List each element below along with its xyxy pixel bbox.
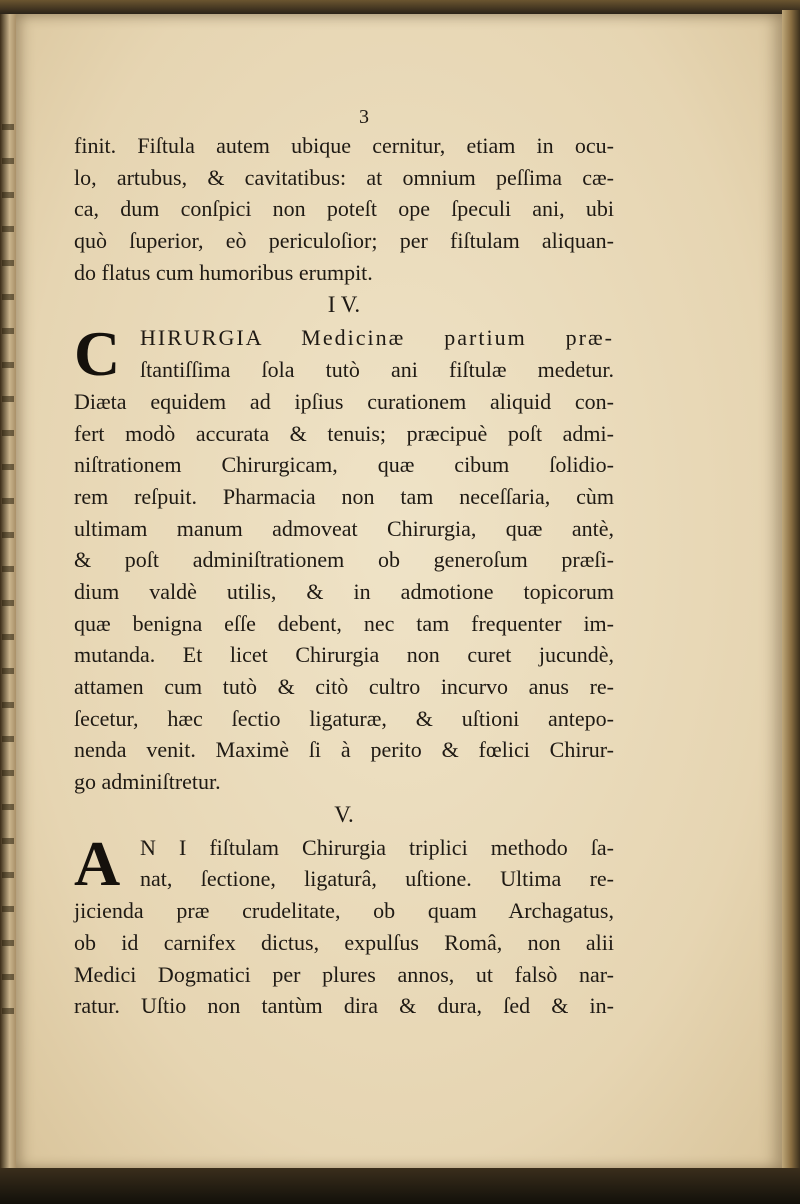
text-line: ſecetur, hæc ſectio ligaturæ, & uſtioni antepo- <box>74 705 614 731</box>
text-line: dium valdè utilis, & in admotione topicorum <box>74 578 614 604</box>
text-line: nat, ſectione, ligaturâ, uſtione. Ultima re- <box>140 866 614 892</box>
text-line: fert modò accurata & tenuis; præcipuè poſt admi- <box>74 420 614 446</box>
text-line: Medici Dogmatici per plures annos, ut falsò nar- <box>74 961 614 987</box>
book-binding-top <box>0 0 800 14</box>
text-line: go adminiſtretur. <box>74 769 221 795</box>
text-line: jicienda præ crudelitate, ob quam Archagatus, <box>74 898 614 924</box>
section-iv <box>74 318 614 797</box>
drop-cap: A <box>74 827 121 899</box>
text-line: finit. Fiſtula autem ubique cernitur, etiam in ocu- <box>74 133 614 158</box>
text-line: nenda venit. Maximè ſi à perito & fœlici Chirur- <box>74 737 614 763</box>
book-page <box>16 14 782 1170</box>
text-line: rem reſpuit. Pharmacia non tam neceſſaria, cùm <box>74 483 614 509</box>
facing-page-edge <box>0 14 16 1174</box>
text-line: ratur. Uſtio non tantùm dira & dura, ſed & in- <box>74 993 614 1019</box>
text-line: ſtantiſſima ſola tutò ani fiſtulæ medetur. <box>140 357 614 383</box>
text-line: Diæta equidem ad ipſius curationem aliquid con- <box>74 388 614 414</box>
text-line: attamen cum tutò & citò cultro incurvo anus re- <box>74 674 614 699</box>
section-v <box>74 827 614 1022</box>
page-text <box>74 104 614 1022</box>
text-line: do flatus cum humoribus erumpit. <box>74 259 373 285</box>
text-line: ultimam manum admoveat Chirurgia, quæ antè, <box>74 515 614 541</box>
text-line: ca, dum conſpici non poteſt ope ſpeculi ani, ubi <box>74 196 614 222</box>
text-line: niſtrationem Chirurgicam, quæ cibum ſolidio- <box>74 452 614 478</box>
text-line: HIRURGIA Medicinæ partium præ- <box>140 325 614 351</box>
text-line: mutanda. Et licet Chirurgia non curet jucundè, <box>74 642 614 668</box>
text-line: quæ benigna eſſe debent, nec tam frequenter im- <box>74 610 614 636</box>
text-line: lo, artubus, & cavitatibus: at omnium peſſima cæ- <box>74 164 614 190</box>
section-heading-iv: I V. <box>327 292 361 318</box>
page-number: 3 <box>359 106 369 128</box>
paragraph-continuation <box>74 130 614 288</box>
text-line: N I fiſtulam Chirurgia triplici methodo ſa- <box>140 834 614 860</box>
text-line: & poſt adminiſtrationem ob generoſum præſi- <box>74 547 614 573</box>
drop-cap: C <box>74 318 121 390</box>
page-fore-edge <box>782 10 800 1175</box>
text-line: quò ſuperior, eò periculoſior; per fiſtulam aliquan- <box>74 228 614 254</box>
section-heading-v: V. <box>334 801 354 827</box>
book-binding-bottom <box>0 1168 800 1204</box>
text-line: ob id carnifex dictus, expulſus Româ, non alii <box>74 929 614 955</box>
